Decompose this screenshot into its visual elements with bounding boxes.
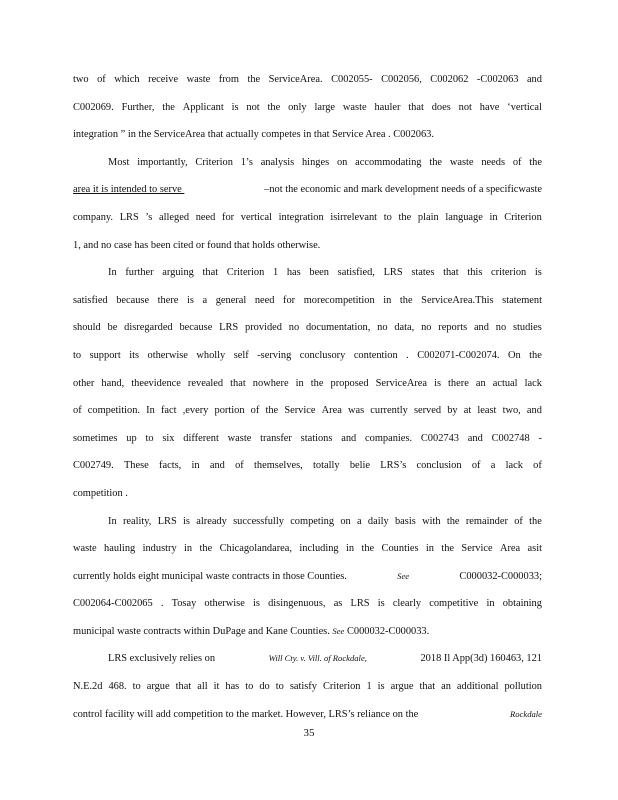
word: only (288, 101, 307, 113)
word: served (413, 405, 442, 417)
word: totally (313, 460, 340, 472)
word: this (467, 267, 483, 279)
word: lack (524, 377, 542, 389)
word: which (114, 74, 140, 85)
text-line (73, 232, 542, 260)
word: to (132, 681, 141, 693)
word: 1’s (240, 156, 253, 168)
word: sometimes (73, 432, 118, 444)
word: no (377, 322, 388, 334)
word: states (411, 267, 435, 279)
word: conclusory (299, 349, 346, 361)
word: vertical (240, 211, 272, 223)
text-line (73, 259, 542, 287)
word: Area (499, 543, 521, 555)
word: revealed (187, 377, 224, 389)
word: need (195, 211, 216, 223)
word: ServiceArea (375, 377, 428, 389)
word: including (299, 543, 339, 555)
text-line (73, 701, 542, 729)
word: LRS (119, 211, 139, 223)
line-segment: municipal waste contracts within DuPage and Kane Counties. (73, 625, 333, 637)
word: statement (502, 294, 542, 306)
word: basis (394, 515, 416, 527)
word: all (197, 681, 208, 693)
word: daily (367, 515, 389, 527)
word: disingenuous, (268, 598, 326, 610)
word: have (479, 101, 500, 113)
word: - (538, 432, 542, 444)
text-line (73, 176, 542, 204)
word: Criterion (322, 681, 361, 693)
word: ‘vertical (507, 101, 542, 113)
word: pollution (504, 681, 542, 693)
word: up (126, 432, 137, 444)
word: because (179, 322, 213, 334)
word: to (275, 681, 284, 693)
word: waste (227, 432, 252, 444)
citation-text: Will Cty. v. Vill. of Rockdale, (268, 653, 367, 664)
word: In (108, 515, 117, 527)
word: C002069. (73, 101, 114, 113)
word: satisfied, (337, 267, 375, 279)
word: Counties (381, 543, 419, 555)
word: has (286, 267, 301, 279)
word: the (529, 515, 542, 527)
word: in (295, 377, 304, 389)
word: Criterion (195, 156, 233, 168)
word: LRS (350, 598, 370, 610)
word: of (533, 460, 542, 472)
word: arguing (162, 267, 194, 279)
word: argue (390, 681, 414, 693)
page-body (73, 66, 542, 728)
word: need (254, 294, 275, 306)
word: that (202, 267, 219, 279)
word: clearly (392, 598, 422, 610)
word: should (73, 322, 101, 334)
word: Applicant (182, 101, 224, 113)
word: that (230, 377, 246, 389)
word: by (447, 405, 458, 417)
text-line (73, 425, 542, 453)
word: industry (142, 543, 177, 555)
word: plain (417, 211, 439, 223)
word: the (247, 74, 261, 85)
text-line (73, 397, 542, 425)
word: obtaining (502, 598, 542, 610)
citation-text: See (397, 570, 410, 581)
word: 468. (108, 681, 127, 693)
word: alleged (159, 211, 190, 223)
word: ServiceArea.This (421, 294, 494, 306)
text-line (73, 287, 542, 315)
word: integration (278, 211, 324, 223)
word: . (406, 349, 409, 361)
line-segment: LRS exclusively relies on (108, 653, 218, 665)
word: the (199, 543, 213, 555)
word: as (333, 598, 343, 610)
word: LRS (157, 515, 177, 527)
word: successfully (233, 515, 284, 527)
word: N.E.2d (73, 681, 103, 693)
word: and (209, 460, 225, 472)
word: These (123, 460, 149, 472)
line-segment: control facility will add competition to the market. However, LRS’s reliance on the (73, 708, 421, 720)
word: a (490, 460, 496, 472)
word: the (398, 211, 412, 223)
word: that (175, 681, 192, 693)
word: ’s (145, 211, 153, 223)
word: contention (353, 349, 398, 361)
word: on (336, 156, 348, 168)
word: to (383, 211, 392, 223)
word: there (157, 294, 179, 306)
text-line (73, 590, 542, 618)
word: satisfy (289, 681, 317, 693)
word: provided (245, 322, 282, 334)
word: waste (342, 101, 367, 113)
word: no (495, 322, 507, 334)
word: C002071-C002074. (417, 349, 500, 361)
text-line (73, 452, 542, 480)
word: company. (73, 211, 114, 223)
word: the (529, 349, 542, 361)
word: additional (456, 681, 499, 693)
word: and (473, 322, 489, 334)
word: importantly, (137, 156, 188, 168)
word: accommodating (355, 156, 422, 168)
word: an (441, 681, 451, 693)
word: needs (481, 156, 505, 168)
word: hand, (101, 377, 125, 389)
word: of (235, 460, 244, 472)
word: the (310, 377, 324, 389)
word: not (246, 101, 260, 113)
word: C002064-C002065 (73, 598, 153, 610)
word: companies. (365, 432, 413, 444)
word: Criterion (504, 211, 542, 223)
line-text: integration ” in the ServiceArea that actually competes in that Service Area . C002063. (73, 129, 434, 141)
word: for (222, 211, 235, 223)
word: Service (284, 405, 316, 417)
word: the (441, 543, 455, 555)
word: Area (321, 405, 342, 417)
word: is (377, 681, 385, 693)
word: receive (148, 74, 179, 85)
text-line (73, 149, 542, 177)
line-segment: C000032-C000033. (344, 625, 430, 637)
word: 1 (366, 681, 372, 693)
word: different (183, 432, 219, 444)
word: competition. (87, 405, 141, 417)
word: two, (502, 405, 521, 417)
line-segment: 2018 Il App(3d) 160463, 121 (417, 653, 542, 665)
word: competitive (429, 598, 479, 610)
word: conclusion (416, 460, 462, 472)
word: in (346, 543, 355, 555)
word: C002749. (73, 460, 114, 472)
word: do (259, 681, 270, 693)
text-line (73, 673, 542, 701)
word: further (125, 267, 154, 279)
word: language (445, 211, 483, 223)
word: LRS’s (380, 460, 407, 472)
word: transfer (260, 432, 292, 444)
word: of (97, 74, 106, 85)
word: and (467, 432, 483, 444)
text-line (73, 618, 542, 646)
word: is (231, 101, 239, 113)
word: not (458, 101, 472, 113)
word: data, (394, 322, 415, 334)
word: nowhere (252, 377, 289, 389)
word: with (422, 515, 441, 527)
word: is (534, 267, 542, 279)
word: criterion (491, 267, 527, 279)
word: in (489, 211, 498, 223)
underlined-text: area it is intended to serve (73, 184, 185, 196)
word: is (434, 377, 441, 389)
word: and (526, 405, 542, 417)
word: the (446, 515, 460, 527)
word: large (314, 101, 336, 113)
text-line (73, 645, 542, 673)
word: waste (73, 543, 97, 555)
word: to (73, 349, 82, 361)
word: general (215, 294, 247, 306)
word: a (357, 515, 362, 527)
word: is (377, 598, 385, 610)
word: waste (449, 156, 474, 168)
text-line (73, 66, 542, 94)
word: to (145, 432, 154, 444)
word: Tosay (171, 598, 197, 610)
word: C002056, (381, 74, 422, 85)
line-text: 1, and no case has been cited or found that holds otherwise. (73, 239, 321, 251)
word: argue (146, 681, 170, 693)
word: the (529, 156, 542, 168)
word: two (73, 74, 89, 85)
word: in (383, 294, 392, 306)
text-line (73, 204, 542, 232)
citation-text: Rockdale (510, 708, 542, 719)
page-number: 35 (303, 727, 315, 739)
word: belie (349, 460, 371, 472)
word: LRS (219, 322, 239, 334)
word: Service (461, 543, 493, 555)
word: of (250, 405, 260, 417)
word: hauling (104, 543, 136, 555)
text-line (73, 121, 542, 149)
word: C002062 (430, 74, 469, 85)
word: On (507, 349, 521, 361)
word: already (196, 515, 227, 527)
word: fact (160, 405, 177, 417)
word: at (463, 405, 472, 417)
word: asit (527, 543, 542, 555)
word: that (419, 681, 436, 693)
word: reality, (122, 515, 152, 527)
word: C002748 (491, 432, 530, 444)
word: there (448, 377, 469, 389)
word: other (73, 377, 95, 389)
word: waste (186, 74, 211, 85)
word: that (408, 101, 424, 113)
word: studies (512, 322, 542, 334)
word: its (129, 349, 140, 361)
word: ServiceArea. (268, 74, 323, 85)
word: otherwise (147, 349, 188, 361)
word: been (309, 267, 329, 279)
word: least (477, 405, 497, 417)
text-line (73, 94, 542, 122)
word: -serving (257, 349, 292, 361)
word: of (512, 156, 522, 168)
word: reports (438, 322, 468, 334)
word: C002743 (420, 432, 459, 444)
text-line (73, 480, 542, 508)
word: morecompetition (303, 294, 375, 306)
word: the (361, 543, 375, 555)
word: isirrelevant (330, 211, 378, 223)
word: is (252, 598, 260, 610)
word: facts, (159, 460, 182, 472)
word: disregarded (124, 322, 173, 334)
word: satisfied (73, 294, 108, 306)
word: currently (370, 405, 408, 417)
word: proposed (330, 377, 369, 389)
word: was (347, 405, 365, 417)
word: is (183, 515, 190, 527)
text-line (73, 508, 542, 536)
citation-text: See (332, 625, 345, 636)
word: in (184, 543, 193, 555)
text-line (73, 563, 542, 591)
word: of (514, 515, 523, 527)
word: the (399, 294, 413, 306)
word: of (73, 405, 82, 417)
word: on (340, 515, 351, 527)
word: remainder (465, 515, 508, 527)
word: hinges (301, 156, 330, 168)
line-text: competition . (73, 487, 128, 499)
word: six (162, 432, 175, 444)
word: . (160, 598, 164, 610)
word: In (108, 267, 117, 279)
word: a (202, 294, 208, 306)
word: themselves, (254, 460, 303, 472)
word: ,every (182, 405, 209, 417)
word: be (107, 322, 118, 334)
word: 1 (272, 267, 279, 279)
word: does (431, 101, 451, 113)
word: hauler (374, 101, 401, 113)
word: of (471, 460, 481, 472)
word: Chicagolandarea, (219, 543, 292, 555)
word: self (233, 349, 249, 361)
word: no (288, 322, 300, 334)
word: to (245, 681, 254, 693)
word: the (429, 156, 443, 168)
word: and (341, 432, 357, 444)
word: otherwise (204, 598, 245, 610)
word: because (116, 294, 150, 306)
word: the (162, 101, 175, 113)
word: the (267, 101, 281, 113)
line-segment: C000032-C000033; (456, 570, 542, 582)
word: competing (290, 515, 335, 527)
word: has (225, 681, 240, 693)
line-segment: currently holds eight municipal waste contracts in those Counties. (73, 570, 350, 582)
word: no (421, 322, 432, 334)
word: -C002063 (476, 74, 519, 85)
word: Most (108, 156, 130, 168)
word: in (191, 460, 200, 472)
word: stations (300, 432, 333, 444)
word: an (475, 377, 486, 389)
word: in (486, 598, 495, 610)
text-line (73, 535, 542, 563)
text-line (73, 342, 542, 370)
line-segment: –not the economic and mark development needs of a specificwaste (264, 184, 542, 196)
word: theevidence (131, 377, 181, 389)
word: support (89, 349, 121, 361)
word: and (526, 74, 542, 85)
word: Criterion (226, 267, 265, 279)
text-line (73, 370, 542, 398)
word: in (425, 543, 434, 555)
word: actual (492, 377, 518, 389)
text-line (73, 314, 542, 342)
word: documentation, (305, 322, 371, 334)
word: that (443, 267, 459, 279)
word: portion (214, 405, 245, 417)
word: the (265, 405, 279, 417)
word: wholly (196, 349, 226, 361)
word: is (187, 294, 194, 306)
word: analysis (260, 156, 295, 168)
word: C002055- (331, 74, 373, 85)
word: LRS (383, 267, 403, 279)
word: for (283, 294, 296, 306)
word: Further, (121, 101, 155, 113)
word: lack (505, 460, 523, 472)
word: In (146, 405, 155, 417)
word: it (213, 681, 220, 693)
word: from (218, 74, 239, 85)
